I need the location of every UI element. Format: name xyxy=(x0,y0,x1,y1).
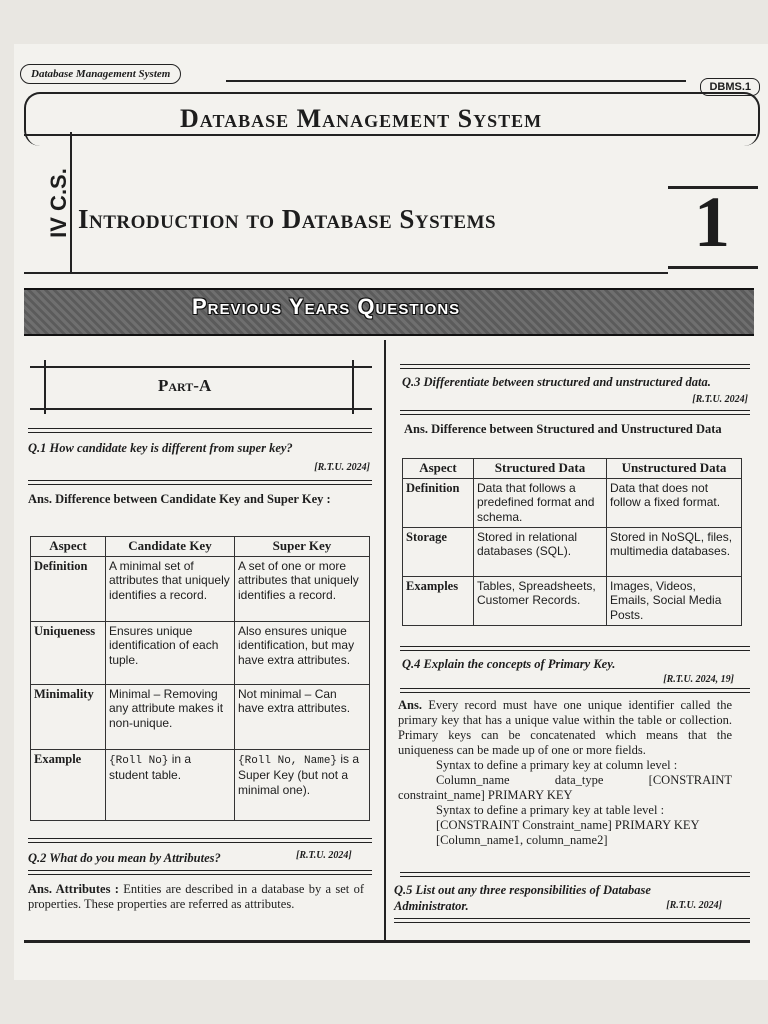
syntax-table-label: Syntax to define a primary key at table level : xyxy=(436,803,665,817)
question-3: Q.3 Differentiate between structured and unstructured data. xyxy=(402,375,711,389)
divider xyxy=(400,364,750,369)
candidate-super-key-table xyxy=(30,536,370,821)
table-header: Super Key xyxy=(235,537,370,557)
chapter-rule xyxy=(24,272,668,274)
divider xyxy=(28,838,372,843)
divider xyxy=(400,872,750,877)
page-code: DBMS.1 xyxy=(700,78,760,96)
question-1-ref: [R.T.U. 2024] xyxy=(314,462,370,473)
chapter-number: 1 xyxy=(694,182,730,262)
question-2: Q.2 What do you mean by Attributes? xyxy=(28,851,221,865)
question-4-ref: [R.T.U. 2024, 19] xyxy=(663,674,734,685)
answer-2: Ans. Attributes : Entities are described in a database by a set of properties. These properties are referred as attributes. xyxy=(28,882,364,911)
part-a-label: Part-A xyxy=(158,376,212,395)
chapter-title: Introduction to Database Systems xyxy=(78,204,497,234)
semester-label: IV C.S. xyxy=(46,168,71,238)
question-4: Q.4 Explain the concepts of Primary Key. xyxy=(402,657,616,671)
divider xyxy=(400,410,750,415)
syntax-table-columns: [Column_name1, column_name2] xyxy=(436,833,608,847)
question-3-ref: [R.T.U. 2024] xyxy=(692,394,748,405)
table-row: Example {Roll No} in a student table. {Roll No, Name} is a Super Key (but not a minimal one). xyxy=(31,749,370,820)
answer-3-heading: Ans. Difference between Structured and Unstructured Data xyxy=(404,422,722,436)
subject-tag: Database Management System xyxy=(20,64,181,84)
divider xyxy=(400,646,750,651)
table-row: Examples Tables, Spreadsheets, Customer Records. Images, Videos, Emails, Social Media Posts. xyxy=(403,576,742,625)
table-row: Storage Stored in relational databases (SQL). Stored in NoSQL, files, multimedia databases. xyxy=(403,527,742,576)
divider xyxy=(28,428,372,433)
table-header: Structured Data xyxy=(474,459,607,479)
table-header: Candidate Key xyxy=(106,537,235,557)
answer-1-heading: Ans. Difference between Candidate Key and Super Key : xyxy=(28,492,331,506)
example-code: {Roll No} xyxy=(109,754,169,767)
table-row: Definition Data that follows a predefined format and schema. Data that does not follow a fixed format. xyxy=(403,478,742,527)
syntax-column-label: Syntax to define a primary key at column level : xyxy=(436,758,678,772)
syntax-column-code: Column_name data_type [CONSTRAINT constraint_name] PRIMARY KEY xyxy=(398,773,732,802)
pyq-banner-text: Previous Years Questions xyxy=(192,294,461,319)
table-row: Minimality Minimal – Removing any attribute makes it non-unique. Not minimal – Can have extra attributes. xyxy=(31,684,370,749)
header-rule xyxy=(226,80,686,82)
table-row: Uniqueness Ensures unique identification of each tuple. Also ensures unique identification, but may have extra attributes. xyxy=(31,621,370,684)
answer-4: Ans. Every record must have one unique identifier called the primary key that has a unique value within the table or collection. Primary keys can be concatenated which means that the uniqueness can be made up of one or more fields. Syntax to define a primary key at column level : Column_name data_type [CONSTRAINT constraint_name] PRIMARY KEY Syntax to define a primary key at table level : [CONSTRAINT Constraint_name] PRIMARY KEY [Column_name1, column_name2] xyxy=(398,698,732,847)
question-5: Q.5 List out any three responsibilities of Database Administrator. xyxy=(394,883,651,913)
table-header: Aspect xyxy=(31,537,106,557)
structured-unstructured-table xyxy=(402,458,742,626)
divider xyxy=(28,480,372,485)
syntax-table-code: [CONSTRAINT Constraint_name] PRIMARY KEY xyxy=(436,818,700,832)
chapter-num-rule-bottom xyxy=(668,266,758,269)
question-5-ref: [R.T.U. 2024] xyxy=(666,900,722,911)
divider xyxy=(400,688,750,693)
table-row: Definition A minimal set of attributes that uniquely identifies a record. A set of one or more attributes that uniquely identifies a record. xyxy=(31,556,370,621)
example-code: {Roll No, Name} xyxy=(238,754,338,767)
page-bottom-rule xyxy=(24,940,750,943)
divider xyxy=(394,918,750,923)
divider xyxy=(28,870,372,875)
column-divider xyxy=(384,340,386,942)
question-1: Q.1 How candidate key is different from super key? xyxy=(28,441,293,455)
table-header: Unstructured Data xyxy=(607,459,742,479)
subject-rule xyxy=(24,134,756,136)
table-header: Aspect xyxy=(403,459,474,479)
question-2-ref: [R.T.U. 2024] xyxy=(296,850,352,861)
subject-title: Database Management System xyxy=(180,104,543,133)
